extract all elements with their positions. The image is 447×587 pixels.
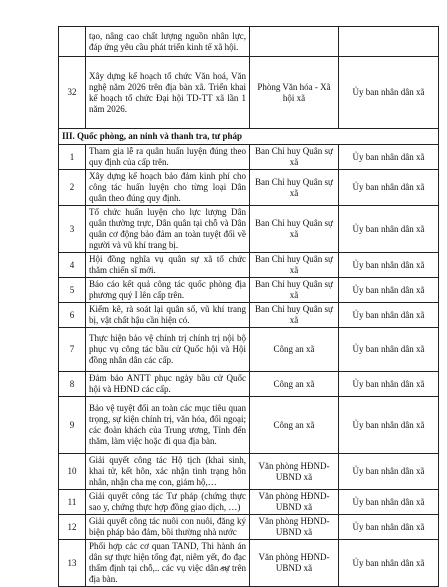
row-number: 9 (59, 397, 86, 454)
section-header: III. Quốc phòng, an ninh và thanh tra, tư pháp (59, 129, 439, 145)
row-number: 2 (59, 170, 86, 206)
table-row (59, 170, 439, 206)
coordinating-unit: Ủy ban nhân dân xã (339, 490, 439, 515)
row-number: 6 (59, 303, 86, 328)
lead-unit: Văn phòng HĐND-UBND xã (250, 490, 339, 515)
row-number: 10 (59, 454, 86, 490)
lead-unit: Ban Chỉ huy Quân sự xã (250, 253, 339, 278)
work-plan-table (58, 26, 439, 587)
row-number: 3 (59, 206, 86, 253)
task-content: Tham gia lễ ra quân huấn luyện đúng theo quy định của cấp trên. (86, 145, 250, 170)
table-row (59, 27, 439, 57)
coordinating-unit: Ủy ban nhân dân xã (339, 57, 439, 129)
table-row (59, 328, 439, 372)
task-content: Phối hợp các cơ quan TAND, Thi hành án dân sự thực hiện tống đạt, niêm yết, đo đạc thẩm định tại chỗ,.. các vụ việc dân sự trên địa bàn. (86, 540, 250, 587)
coordinating-unit: Ủy ban nhân dân xã (339, 170, 439, 206)
coordinating-unit: Ủy ban nhân dân xã (339, 303, 439, 328)
task-content: Xây dựng kế hoạch tổ chức Văn hoá, Văn nghệ năm 2026 trên địa bàn xã. Triển khai kế hoạch tổ chức Đại hội TD-TT xã lần 1 năm 2026. (86, 57, 250, 129)
lead-unit: Ban Chỉ huy Quân sự xã (250, 145, 339, 170)
row-number: 32 (59, 57, 86, 129)
task-content: Tổ chức huấn luyện cho lực lượng Dân quân thường trực, Dân quân tại chỗ và Dân quân cơ động bảo đảm an toàn tuyệt đối về người và vũ khí trang bị. (86, 206, 250, 253)
table-row (59, 253, 439, 278)
lead-unit: Văn phòng HĐND-UBND xã (250, 540, 339, 587)
table-row (59, 454, 439, 490)
row-number: 8 (59, 372, 86, 397)
table-row (59, 57, 439, 129)
task-content: Xây dựng kế hoạch bảo đảm kinh phí cho công tác huấn luyện cho từng loại Dân quân theo đúng quy định. (86, 170, 250, 206)
coordinating-unit: Ủy ban nhân dân xã (339, 540, 439, 587)
coordinating-unit: Ủy ban nhân dân xã (339, 454, 439, 490)
row-number: 7 (59, 328, 86, 372)
row-number: 1 (59, 145, 86, 170)
task-content: Thực hiện bảo vệ chính trị chính trị nội bộ phục vụ công tác bầu cử Quốc hội và Hội đồng nhân dân các cấp. (86, 328, 250, 372)
lead-unit: Ban Chỉ huy Quân sự xã (250, 303, 339, 328)
row-number: 11 (59, 490, 86, 515)
lead-unit: Ban Chỉ huy Quân sự xã (250, 278, 339, 303)
table-row (59, 490, 439, 515)
coordinating-unit: Ủy ban nhân dân xã (339, 372, 439, 397)
table-row (59, 278, 439, 303)
coordinating-unit: Ủy ban nhân dân xã (339, 515, 439, 540)
task-content: Bảo vệ tuyệt đối an toàn các mục tiêu quan trọng, sự kiện chính trị, văn hóa, đối ngoại; các đoàn khách của Trung ương, Tỉnh đến thăm, làm việc hoặc đi qua địa bàn. (86, 397, 250, 454)
lead-unit: Ban Chỉ huy Quân sự xã (250, 206, 339, 253)
task-content: tạo, nâng cao chất lượng nguồn nhân lực, đáp ứng yêu cầu phát triển kinh tế xã hội. (86, 27, 250, 57)
task-content: Báo cáo kết quả công tác quốc phòng địa phương quý I lên cấp trên. (86, 278, 250, 303)
table-row (59, 145, 439, 170)
coordinating-unit: Ủy ban nhân dân xã (339, 253, 439, 278)
coordinating-unit: Ủy ban nhân dân xã (339, 278, 439, 303)
row-number: 13 (59, 540, 86, 587)
lead-unit: Công an xã (250, 372, 339, 397)
task-content: Giải quyết công tác nuôi con nuôi, đăng ký biện pháp bảo đảm, bồi thường nhà nước (86, 515, 250, 540)
page-number-mark (218, 560, 230, 569)
coordinating-unit: Ủy ban nhân dân xã (339, 397, 439, 454)
row-number: 4 (59, 253, 86, 278)
row-number: 5 (59, 278, 86, 303)
task-content: Đảm bảo ANTT phục ngày bầu cử Quốc hội và HĐND các cấp. (86, 372, 250, 397)
table-body (59, 27, 439, 587)
lead-unit: Văn phòng HĐND-UBND xã (250, 515, 339, 540)
task-content: Kiểm kê, rà soát lại quân số, vũ khí trang bị, vật chất hậu cần hiện có. (86, 303, 250, 328)
coordinating-unit (339, 27, 439, 57)
coordinating-unit: Ủy ban nhân dân xã (339, 206, 439, 253)
table-row (59, 206, 439, 253)
lead-unit: Phòng Văn hóa - Xã hội xã (250, 57, 339, 129)
lead-unit: Công an xã (250, 328, 339, 372)
table-row (59, 397, 439, 454)
task-content: Giải quyết công tác Tư pháp (chứng thực sao y, chứng thực hợp đồng giao dịch, …) (86, 490, 250, 515)
task-content: Giải quyết công tác Hộ tịch (khai sinh, khai tử, kết hôn, xác nhận tình trạng hôn nhân, nhận cha mẹ con, giám hộ,… (86, 454, 250, 490)
coordinating-unit: Ủy ban nhân dân xã (339, 145, 439, 170)
section-header-row (59, 129, 439, 145)
lead-unit (250, 27, 339, 57)
lead-unit: Công an xã (250, 397, 339, 454)
table-row (59, 515, 439, 540)
row-number (59, 27, 86, 57)
table-row (59, 372, 439, 397)
coordinating-unit: Ủy ban nhân dân xã (339, 328, 439, 372)
row-number: 12 (59, 515, 86, 540)
task-content: Hội đồng nghĩa vụ quân sự xã tổ chức thăm chiến sĩ mới. (86, 253, 250, 278)
lead-unit: Văn phòng HĐND-UBND xã (250, 454, 339, 490)
table-row (59, 540, 439, 587)
lead-unit: Ban Chỉ huy Quân sự xã (250, 170, 339, 206)
table-row (59, 303, 439, 328)
